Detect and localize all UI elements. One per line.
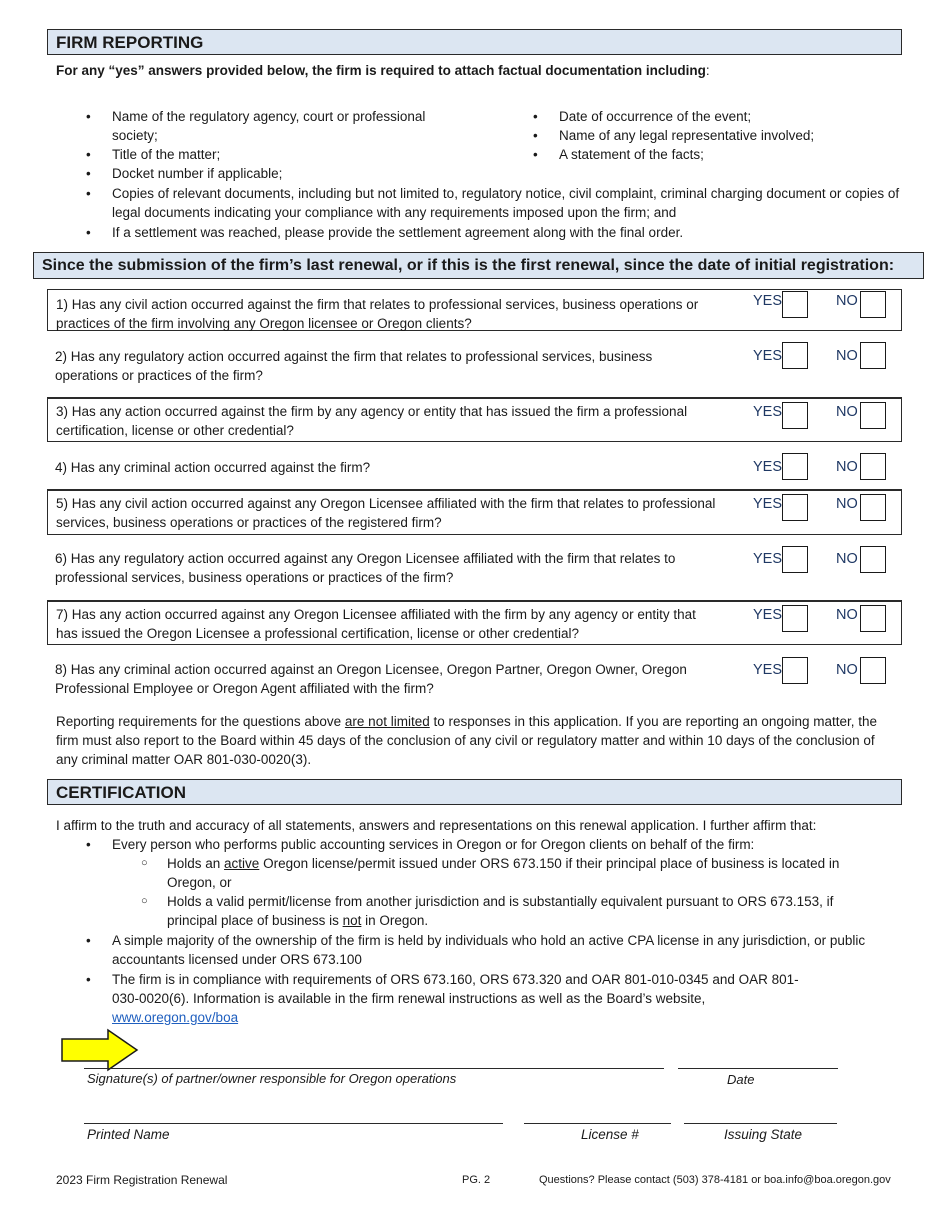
q4-no-checkbox[interactable]: [860, 453, 886, 480]
no-label: NO: [836, 662, 858, 678]
signature-line[interactable]: [84, 1068, 664, 1069]
certification-header: CERTIFICATION: [47, 779, 902, 805]
sub-underlined: active: [224, 856, 260, 871]
doc-bullet-date: • Date of occurrence of the event;: [559, 107, 889, 126]
question-row: [47, 331, 902, 398]
sub-text: Oregon license/permit issued under ORS 673.150 if their principal place of business is located in Oregon, or: [167, 856, 840, 890]
doc-bullet-statement: • A statement of the facts;: [559, 145, 889, 164]
firm-reporting-intro: [56, 63, 710, 78]
cert-bullet-persons: • Every person who performs public accounting services in Oregon or for Oregon clients on behalf of the firm:: [112, 835, 902, 854]
no-label: NO: [836, 348, 858, 364]
q5-no-checkbox[interactable]: [860, 494, 886, 521]
intro-colon: :: [705, 63, 710, 78]
reporting-requirements-note: [56, 712, 886, 769]
issuing-state-line[interactable]: [684, 1123, 837, 1124]
q7-yes-checkbox[interactable]: [782, 605, 808, 632]
q4-yes-checkbox[interactable]: [782, 453, 808, 480]
yes-label: YES: [753, 459, 783, 475]
issuing-state-label: Issuing State: [724, 1127, 803, 1142]
q6-yes-checkbox[interactable]: [782, 546, 808, 573]
q2-no-checkbox[interactable]: [860, 342, 886, 369]
no-label: NO: [836, 459, 858, 475]
doc-bullet-copies: • Copies of relevant documents, including but not limited to, regulatory notice, civil complaint, criminal charging document or copies of legal documents indicating your compliance with any requirements imposed upon the firm; and: [112, 184, 902, 222]
license-label: License #: [581, 1127, 639, 1142]
q6-no-checkbox[interactable]: [860, 546, 886, 573]
sub-underlined: not: [342, 913, 362, 928]
footer-form-title: 2023 Firm Registration Renewal: [56, 1173, 228, 1187]
date-label: Date: [727, 1072, 755, 1087]
printed-name-line[interactable]: [84, 1123, 503, 1124]
sub-text: Holds a valid permit/license from another jurisdiction and is substantially equivalent pursuant to ORS 673.153, if principal place of business is: [167, 894, 834, 928]
q8-no-checkbox[interactable]: [860, 657, 886, 684]
yes-label: YES: [753, 496, 783, 512]
doc-bullet-docket: • Docket number if applicable;: [112, 164, 472, 183]
question-text: 7) Has any action occurred against any Oregon Licensee affiliated with the firm by any agency or entity that has issued the Oregon Licensee a professional certification, license or other credential?: [56, 607, 696, 641]
boa-website-link[interactable]: www.oregon.gov/boa: [112, 1010, 239, 1025]
intro-text: For any “yes” answers provided below, the firm is required to attach factual documentation including: [56, 63, 706, 78]
yes-label: YES: [753, 607, 783, 623]
page-number: PG. 2: [462, 1174, 491, 1186]
signature-label: Signature(s) of partner/owner responsible for Oregon operations: [87, 1071, 457, 1086]
date-line[interactable]: [678, 1068, 838, 1069]
sub-text: in Oregon.: [361, 913, 429, 928]
doc-bullet-settlement: • If a settlement was reached, please provide the settlement agreement along with the final order.: [112, 223, 902, 242]
q1-no-checkbox[interactable]: [860, 291, 886, 318]
q1-yes-checkbox[interactable]: [782, 291, 808, 318]
question-text: 8) Has any criminal action occurred against an Oregon Licensee, Oregon Partner, Oregon Owner, Oregon Professional Employee or Oregon Agent affiliated with the firm?: [55, 662, 687, 696]
no-label: NO: [836, 607, 858, 623]
question-text: 3) Has any action occurred against the firm by any agency or entity that has issued the firm a professional certification, license or other credential?: [56, 404, 688, 438]
sub-text: Holds an: [167, 856, 225, 871]
yes-label: YES: [753, 404, 783, 420]
no-label: NO: [836, 293, 858, 309]
yes-label: YES: [753, 662, 783, 678]
q3-yes-checkbox[interactable]: [782, 402, 808, 429]
note-text: to responses in this application. If you are reporting an ongoing matter, the firm must also report to the Board within 45 days of the conclusion of any civil or regulatory matter and within 10 days of the conclusion of any criminal matter OAR 801-030-0020(3).: [56, 714, 877, 767]
yes-label: YES: [753, 348, 783, 364]
certification-intro: I affirm to the truth and accuracy of all statements, answers and representations on this renewal application. I further affirm that:: [56, 818, 817, 833]
compliance-text: The firm is in compliance with requirements of ORS 673.160, ORS 673.320 and OAR 801-010-0345 and OAR 801-030-0020(6). Information is available in the firm renewal instructions as well as the Board’s website,: [112, 972, 799, 1006]
license-line[interactable]: [524, 1123, 671, 1124]
since-submission-banner: Since the submission of the firm’s last renewal, or if this is the first renewal, since the date of initial registration:: [33, 252, 924, 279]
sign-here-arrow-icon: [60, 1028, 140, 1072]
q5-yes-checkbox[interactable]: [782, 494, 808, 521]
cert-sub-active-license: [167, 854, 887, 892]
cert-bullet-compliance: [112, 970, 802, 1027]
no-label: NO: [836, 496, 858, 512]
cert-bullet-majority: • A simple majority of the ownership of the firm is held by individuals who hold an active CPA license in any jurisdiction, or public accountants licensed under ORS 673.100: [112, 931, 892, 969]
yes-label: YES: [753, 293, 783, 309]
no-label: NO: [836, 551, 858, 567]
question-text: 2) Has any regulatory action occurred against the firm that relates to professional services, business operations or practices of the firm?: [55, 349, 653, 383]
footer-contact: Questions? Please contact (503) 378-4181 or boa.info@boa.oregon.gov: [539, 1174, 891, 1186]
question-text: 4) Has any criminal action occurred against the firm?: [55, 460, 371, 475]
question-text: 6) Has any regulatory action occurred against any Oregon Licensee affiliated with the firm that relates to professional services, business operations or practices of the firm?: [55, 551, 676, 585]
no-label: NO: [836, 404, 858, 420]
question-row: [47, 535, 902, 601]
doc-bullet-legal-rep: • Name of any legal representative involved;: [559, 126, 889, 145]
yes-label: YES: [753, 551, 783, 567]
doc-bullet-title: • Title of the matter;: [112, 145, 472, 164]
cert-sub-valid-permit: [167, 892, 887, 930]
note-text: Reporting requirements for the questions above: [56, 714, 345, 729]
firm-reporting-header: FIRM REPORTING: [47, 29, 902, 55]
note-underlined: are not limited: [344, 714, 430, 729]
q7-no-checkbox[interactable]: [860, 605, 886, 632]
question-text: 5) Has any civil action occurred against any Oregon Licensee affiliated with the firm that relates to professional services, business operations or practices of the registered firm?: [56, 496, 716, 530]
q8-yes-checkbox[interactable]: [782, 657, 808, 684]
q3-no-checkbox[interactable]: [860, 402, 886, 429]
question-text: 1) Has any civil action occurred against the firm that relates to professional services, business operations or practices of the firm involving any Oregon licensee or Oregon clients?: [56, 297, 699, 331]
printed-name-label: Printed Name: [87, 1127, 170, 1142]
doc-bullet-agency: • Name of the regulatory agency, court or professional society;: [112, 107, 472, 145]
q2-yes-checkbox[interactable]: [782, 342, 808, 369]
